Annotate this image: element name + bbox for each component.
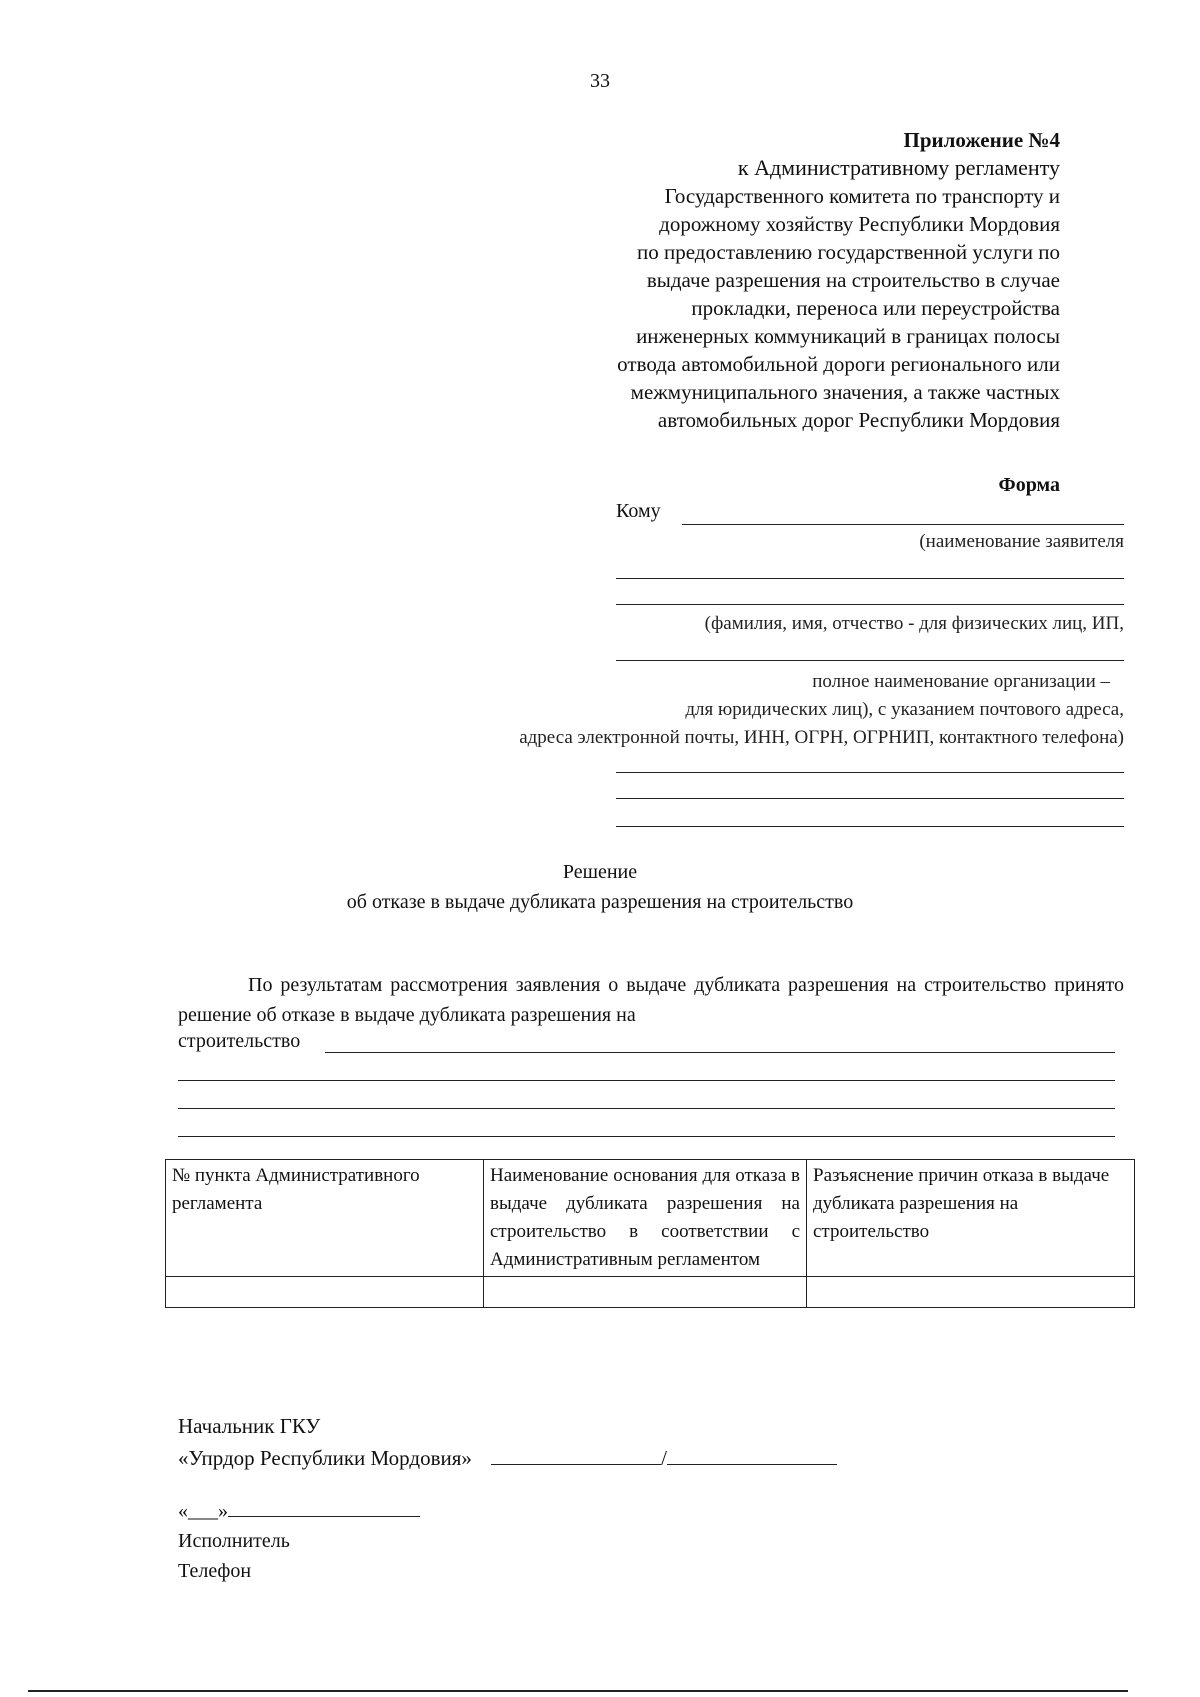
to-label: Кому xyxy=(616,500,661,522)
appendix-line: прокладки, переноса или переустройства xyxy=(691,296,1060,320)
appendix-line: автомобильных дорог Республики Мордовия xyxy=(657,408,1060,432)
date-line[interactable] xyxy=(228,1498,420,1517)
caption-name: (наименование заявителя xyxy=(919,531,1124,552)
body-last-word: строительство xyxy=(178,1030,301,1052)
table-cell[interactable] xyxy=(807,1277,1135,1308)
appendix-line: Государственного комитета по транспорту и xyxy=(664,184,1060,208)
executor-label: Исполнитель xyxy=(178,1530,290,1552)
header-explanation: Разъяснение причин отказа в выдаче дубликата разрешения на строительство xyxy=(807,1160,1135,1277)
footer-block xyxy=(178,1496,420,1586)
appendix-header xyxy=(500,126,1060,434)
recipient-line[interactable] xyxy=(616,772,1124,773)
appendix-title: Приложение №4 xyxy=(903,128,1060,152)
signature-position: Начальник ГКУ xyxy=(178,1414,321,1438)
appendix-line: по предоставлению государственной услуги по xyxy=(637,240,1060,264)
recipient-line[interactable] xyxy=(616,660,1124,661)
table-header-row xyxy=(166,1160,1135,1277)
caption-person: (фамилия, имя, отчество - для физических лиц, ИП, xyxy=(704,613,1124,634)
caption-org: адреса электронной почты, ИНН, ОГРН, ОГРНИП, контактного телефона) xyxy=(519,727,1124,748)
body-paragraph xyxy=(178,970,1124,1030)
recipient-line[interactable] xyxy=(616,578,1124,579)
body-text: По результатам рассмотрения заявления о выдаче дубликата разрешения на строительство принято решение об отказе в выдаче дубликата разрешения на xyxy=(178,974,1124,1026)
reason-line[interactable] xyxy=(178,1108,1115,1109)
decision-title: Решение xyxy=(562,861,638,883)
recipient-line[interactable] xyxy=(616,604,1124,605)
bottom-rule xyxy=(28,1690,1128,1692)
page-number: 33 xyxy=(590,70,610,92)
appendix-line: дорожному хозяйству Республики Мордовия xyxy=(659,212,1060,236)
reason-line[interactable] xyxy=(325,1052,1115,1053)
table-row xyxy=(166,1277,1135,1308)
form-label: Форма xyxy=(998,474,1060,496)
table-cell[interactable] xyxy=(484,1277,807,1308)
date-prefix: «___» xyxy=(178,1500,228,1522)
decision-subtitle: об отказе в выдаче дубликата разрешения на строительство xyxy=(346,891,854,913)
caption-org: полное наименование организации – xyxy=(812,671,1110,692)
reason-line[interactable] xyxy=(178,1080,1115,1081)
reason-line[interactable] xyxy=(178,1136,1115,1137)
phone-label: Телефон xyxy=(178,1560,252,1582)
table-cell[interactable] xyxy=(166,1277,484,1308)
grounds-table xyxy=(165,1159,1135,1308)
signature-name-line[interactable] xyxy=(667,1444,837,1465)
appendix-line: инженерных коммуникаций в границах полосы xyxy=(636,324,1060,348)
signature-separator: / xyxy=(661,1446,667,1470)
recipient-name-line[interactable] xyxy=(682,524,1124,525)
recipient-line[interactable] xyxy=(616,798,1124,799)
appendix-line: к Административному регламенту xyxy=(737,155,1060,180)
appendix-line: межмуниципального значения, а также частных xyxy=(630,380,1060,404)
caption-org: для юридических лиц), с указанием почтового адреса, xyxy=(685,699,1124,720)
signature-block xyxy=(178,1410,837,1474)
header-grounds: Наименование основания для отказа в выдаче дубликата разрешения на строительство в соответствии с Административным регламентом xyxy=(484,1160,807,1277)
signature-line[interactable] xyxy=(491,1444,661,1465)
appendix-line: отвода автомобильной дороги регионального или xyxy=(617,352,1060,376)
recipient-line[interactable] xyxy=(616,826,1124,827)
signature-organization: «Упрдор Республики Мордовия» xyxy=(178,1446,472,1470)
header-clause-number: № пункта Административного регламента xyxy=(166,1160,484,1277)
appendix-line: выдаче разрешения на строительство в случае xyxy=(646,268,1060,292)
decision-heading xyxy=(0,857,1200,917)
